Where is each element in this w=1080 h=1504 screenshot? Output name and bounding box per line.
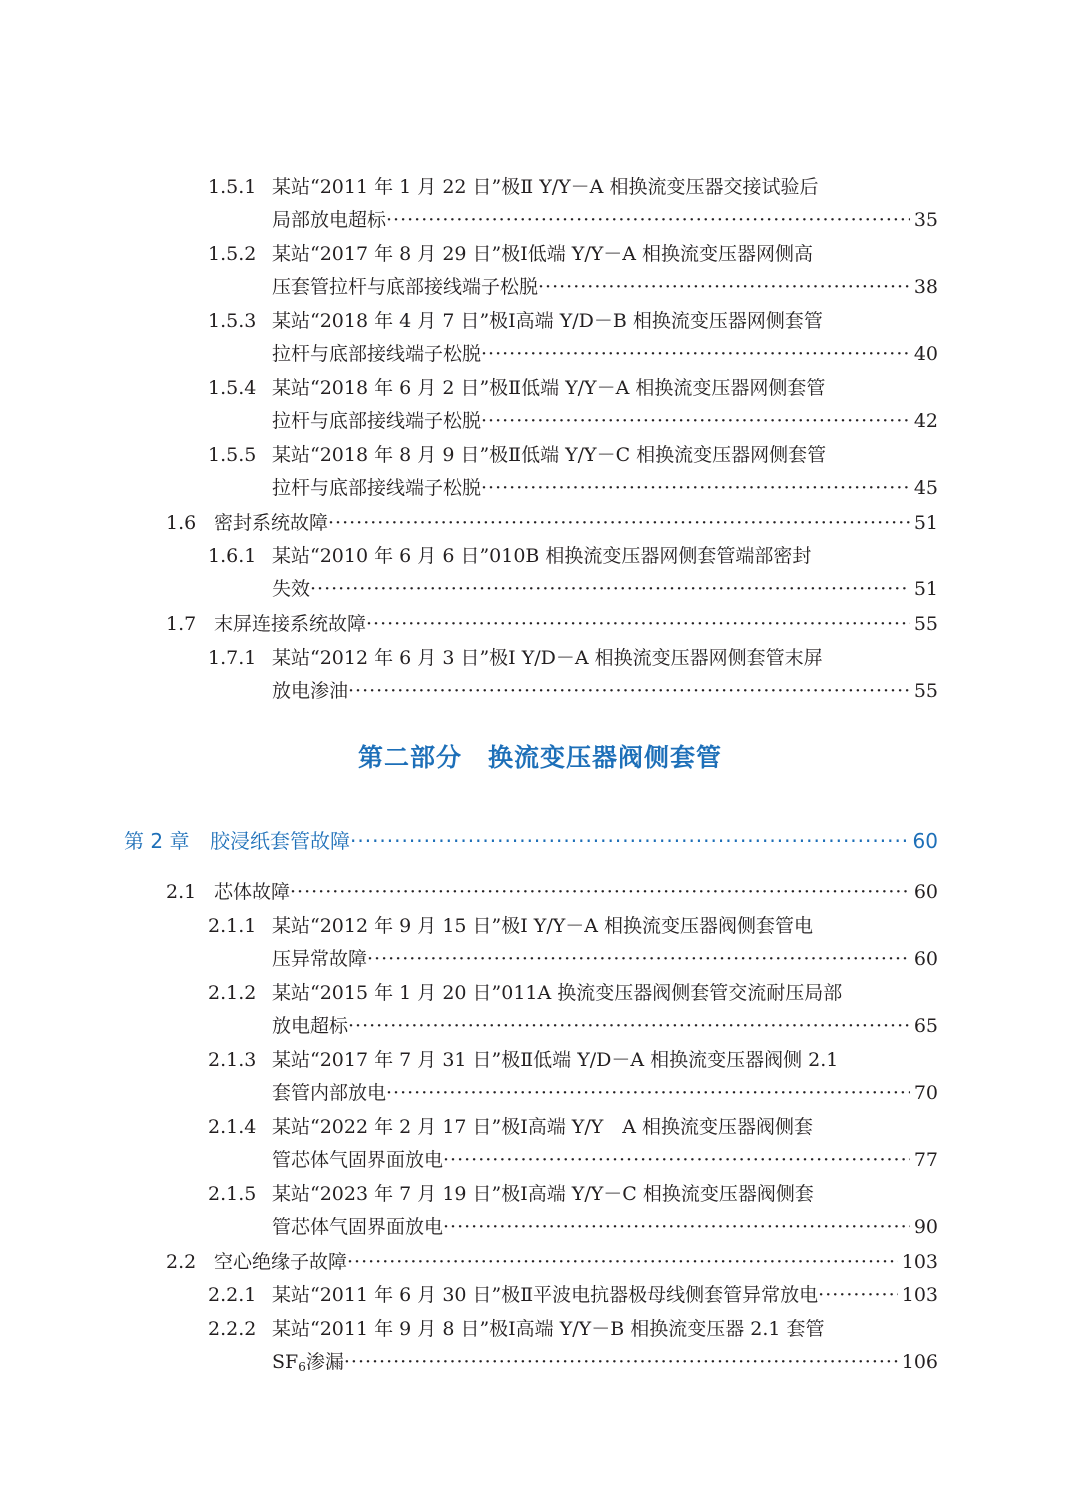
entry-title: 管芯体气固界面放电 bbox=[272, 1216, 444, 1238]
leader-dots bbox=[818, 1280, 898, 1310]
page-number: 42 bbox=[913, 410, 938, 432]
section-number: 2.2 bbox=[166, 1251, 197, 1273]
toc-entry[interactable] bbox=[0, 1179, 1080, 1209]
toc-entry[interactable] bbox=[0, 978, 1080, 1008]
page-number: 55 bbox=[913, 613, 938, 635]
leader-dots bbox=[348, 1011, 910, 1041]
leader-dots bbox=[347, 1247, 898, 1277]
section-title: 密封系统故障 bbox=[214, 512, 329, 534]
entry-title: 某站“2011 年 1 月 22 日”极Ⅱ Y/Y－A 相换流变压器交接试验后 bbox=[272, 176, 819, 198]
entry-title: 某站“2017 年 8 月 29 日”极Ⅰ低端 Y/Y－A 相换流变压器网侧高 bbox=[272, 243, 814, 265]
entry-title: 压异常故障 bbox=[272, 948, 368, 970]
entry-title: 压套管拉杆与底部接线端子松脱 bbox=[272, 276, 539, 298]
toc-entry[interactable] bbox=[0, 373, 1080, 403]
toc-entry[interactable] bbox=[0, 1314, 1080, 1344]
entry-number: 1.5.5 bbox=[208, 444, 257, 466]
entry-title: 放电渗油 bbox=[272, 680, 349, 702]
leader-dots bbox=[348, 676, 910, 706]
toc-entry-continuation[interactable] bbox=[0, 676, 1080, 706]
leader-dots bbox=[443, 1212, 910, 1242]
entry-number: 2.1.1 bbox=[208, 915, 257, 937]
toc-entry-continuation[interactable] bbox=[0, 339, 1080, 369]
entry-title: 拉杆与底部接线端子松脱 bbox=[272, 343, 482, 365]
toc-entry-continuation[interactable] bbox=[0, 574, 1080, 604]
entry-title: 某站“2022 年 2 月 17 日”极Ⅰ高端 Y/Y A 相换流变压器阀侧套 bbox=[272, 1116, 814, 1138]
toc-entry[interactable] bbox=[0, 440, 1080, 470]
page-number: 45 bbox=[913, 477, 938, 499]
entry-number: 2.2.1 bbox=[208, 1284, 257, 1306]
toc-entry-continuation[interactable] bbox=[0, 1078, 1080, 1108]
toc-entry[interactable] bbox=[0, 911, 1080, 941]
toc-section[interactable] bbox=[0, 1247, 1080, 1277]
entry-number: 1.5.4 bbox=[208, 377, 257, 399]
section-number: 2.1 bbox=[166, 881, 197, 903]
leader-dots bbox=[481, 339, 910, 369]
page-number: 65 bbox=[913, 1015, 938, 1037]
leader-dots bbox=[310, 574, 910, 604]
toc-entry-continuation[interactable] bbox=[0, 1145, 1080, 1175]
leader-dots bbox=[328, 508, 910, 538]
page-number: 35 bbox=[913, 209, 938, 231]
leader-dots bbox=[481, 473, 910, 503]
entry-title: 某站“2012 年 6 月 3 日”极Ⅰ Y/D－A 相换流变压器网侧套管末屏 bbox=[272, 647, 823, 669]
entry-title: 放电超标 bbox=[272, 1015, 349, 1037]
leader-dots bbox=[290, 877, 910, 907]
entry-title: 某站“2011 年 6 月 30 日”极Ⅱ平波电抗器极母线侧套管异常放电 bbox=[272, 1284, 819, 1306]
entry-number: 2.1.5 bbox=[208, 1183, 257, 1205]
toc-entry-continuation[interactable] bbox=[0, 944, 1080, 974]
page-number: 60 bbox=[912, 829, 938, 853]
page-number: 103 bbox=[901, 1284, 938, 1306]
chapter-number: 第 2 章 bbox=[124, 829, 190, 853]
page-number: 70 bbox=[913, 1082, 938, 1104]
entry-title: 某站“2018 年 6 月 2 日”极Ⅱ低端 Y/Y－A 相换流变压器网侧套管 bbox=[272, 377, 826, 399]
leader-dots bbox=[538, 272, 910, 302]
toc-entry-continuation[interactable] bbox=[0, 473, 1080, 503]
leader-dots bbox=[481, 406, 910, 436]
entry-number: 1.6.1 bbox=[208, 545, 257, 567]
entry-title: 局部放电超标 bbox=[272, 209, 387, 231]
leak-text: 渗漏 bbox=[305, 1351, 344, 1373]
toc-entry[interactable] bbox=[0, 1112, 1080, 1142]
page-number: 60 bbox=[913, 881, 938, 903]
entry-title: 管芯体气固界面放电 bbox=[272, 1149, 444, 1171]
page-number: 51 bbox=[913, 512, 938, 534]
entry-number: 2.1.3 bbox=[208, 1049, 257, 1071]
entry-title: 某站“2010 年 6 月 6 日”010B 相换流变压器网侧套管端部密封 bbox=[272, 545, 812, 567]
toc-section[interactable] bbox=[0, 508, 1080, 538]
leader-dots bbox=[386, 1078, 910, 1108]
subscript-six: 6 bbox=[298, 1360, 306, 1374]
toc-entry-continuation[interactable] bbox=[0, 205, 1080, 235]
page-number: 60 bbox=[913, 948, 938, 970]
toc-section[interactable] bbox=[0, 609, 1080, 639]
toc-entry-continuation[interactable] bbox=[0, 272, 1080, 302]
part-title: 第二部分 换流变压器阀侧套管 bbox=[357, 743, 722, 772]
toc-entry-continuation[interactable] bbox=[0, 1011, 1080, 1041]
toc-entry[interactable] bbox=[0, 643, 1080, 673]
section-number: 1.6 bbox=[166, 512, 197, 534]
entry-number: 1.7.1 bbox=[208, 647, 257, 669]
page-number: 40 bbox=[913, 343, 938, 365]
toc-entry[interactable] bbox=[0, 541, 1080, 571]
entry-title: 某站“2018 年 8 月 9 日”极Ⅱ低端 Y/Y－C 相换流变压器网侧套管 bbox=[272, 444, 827, 466]
leader-dots bbox=[344, 1347, 898, 1382]
toc-entry[interactable] bbox=[0, 239, 1080, 269]
toc-entry[interactable] bbox=[0, 1280, 1080, 1310]
toc-chapter[interactable] bbox=[0, 826, 1080, 856]
page-number: 106 bbox=[901, 1351, 938, 1373]
section-title: 芯体故障 bbox=[214, 881, 291, 903]
leader-dots bbox=[366, 609, 910, 639]
entry-title: 某站“2023 年 7 月 19 日”极Ⅰ高端 Y/Y－C 相换流变压器阀侧套 bbox=[272, 1183, 814, 1205]
toc-entry[interactable] bbox=[0, 306, 1080, 336]
toc-entry-continuation[interactable] bbox=[0, 1347, 1080, 1377]
entry-number: 2.1.4 bbox=[208, 1116, 257, 1138]
entry-number: 2.1.2 bbox=[208, 982, 257, 1004]
toc-entry[interactable] bbox=[0, 1045, 1080, 1075]
toc-entry-continuation[interactable] bbox=[0, 1212, 1080, 1242]
section-number: 1.7 bbox=[166, 613, 197, 635]
section-title: 末屏连接系统故障 bbox=[214, 613, 367, 635]
toc-entry[interactable] bbox=[0, 172, 1080, 202]
page-number: 90 bbox=[913, 1216, 938, 1238]
page-number: 103 bbox=[901, 1251, 938, 1273]
entry-title: 某站“2015 年 1 月 20 日”011A 换流变压器阀侧套管交流耐压局部 bbox=[272, 982, 843, 1004]
entry-number: 1.5.3 bbox=[208, 310, 257, 332]
entry-title: 某站“2017 年 7 月 31 日”极Ⅱ低端 Y/D－A 相换流变压器阀侧 2.1 bbox=[272, 1049, 839, 1071]
entry-title: 套管内部放电 bbox=[272, 1082, 387, 1104]
entry-title: 某站“2011 年 9 月 8 日”极Ⅰ高端 Y/Y－B 相换流变压器 2.1 套管 bbox=[272, 1318, 825, 1340]
page-number: 55 bbox=[913, 680, 938, 702]
entry-title: 拉杆与底部接线端子松脱 bbox=[272, 410, 482, 432]
page-number: 38 bbox=[913, 276, 938, 298]
entry-title: 失效 bbox=[272, 578, 311, 600]
leader-dots bbox=[386, 205, 910, 235]
entry-number: 1.5.2 bbox=[208, 243, 257, 265]
section-title: 空心绝缘子故障 bbox=[214, 1251, 348, 1273]
leader-dots bbox=[367, 944, 910, 974]
entry-title bbox=[272, 1347, 344, 1382]
toc-entry-continuation[interactable] bbox=[0, 406, 1080, 436]
leader-dots bbox=[350, 826, 909, 856]
chapter-title: 胶浸纸套管故障 bbox=[210, 829, 350, 853]
entry-title: 拉杆与底部接线端子松脱 bbox=[272, 477, 482, 499]
entry-number: 1.5.1 bbox=[208, 176, 257, 198]
leader-dots bbox=[443, 1145, 910, 1175]
entry-title: 某站“2018 年 4 月 7 日”极Ⅰ高端 Y/D－B 相换流变压器网侧套管 bbox=[272, 310, 823, 332]
entry-title: 某站“2012 年 9 月 15 日”极Ⅰ Y/Y－A 相换流变压器阀侧套管电 bbox=[272, 915, 814, 937]
toc-section[interactable] bbox=[0, 877, 1080, 907]
page-number: 77 bbox=[913, 1149, 938, 1171]
sf6-text: SF bbox=[272, 1351, 299, 1373]
page-number: 51 bbox=[913, 578, 938, 600]
entry-number: 2.2.2 bbox=[208, 1318, 257, 1340]
